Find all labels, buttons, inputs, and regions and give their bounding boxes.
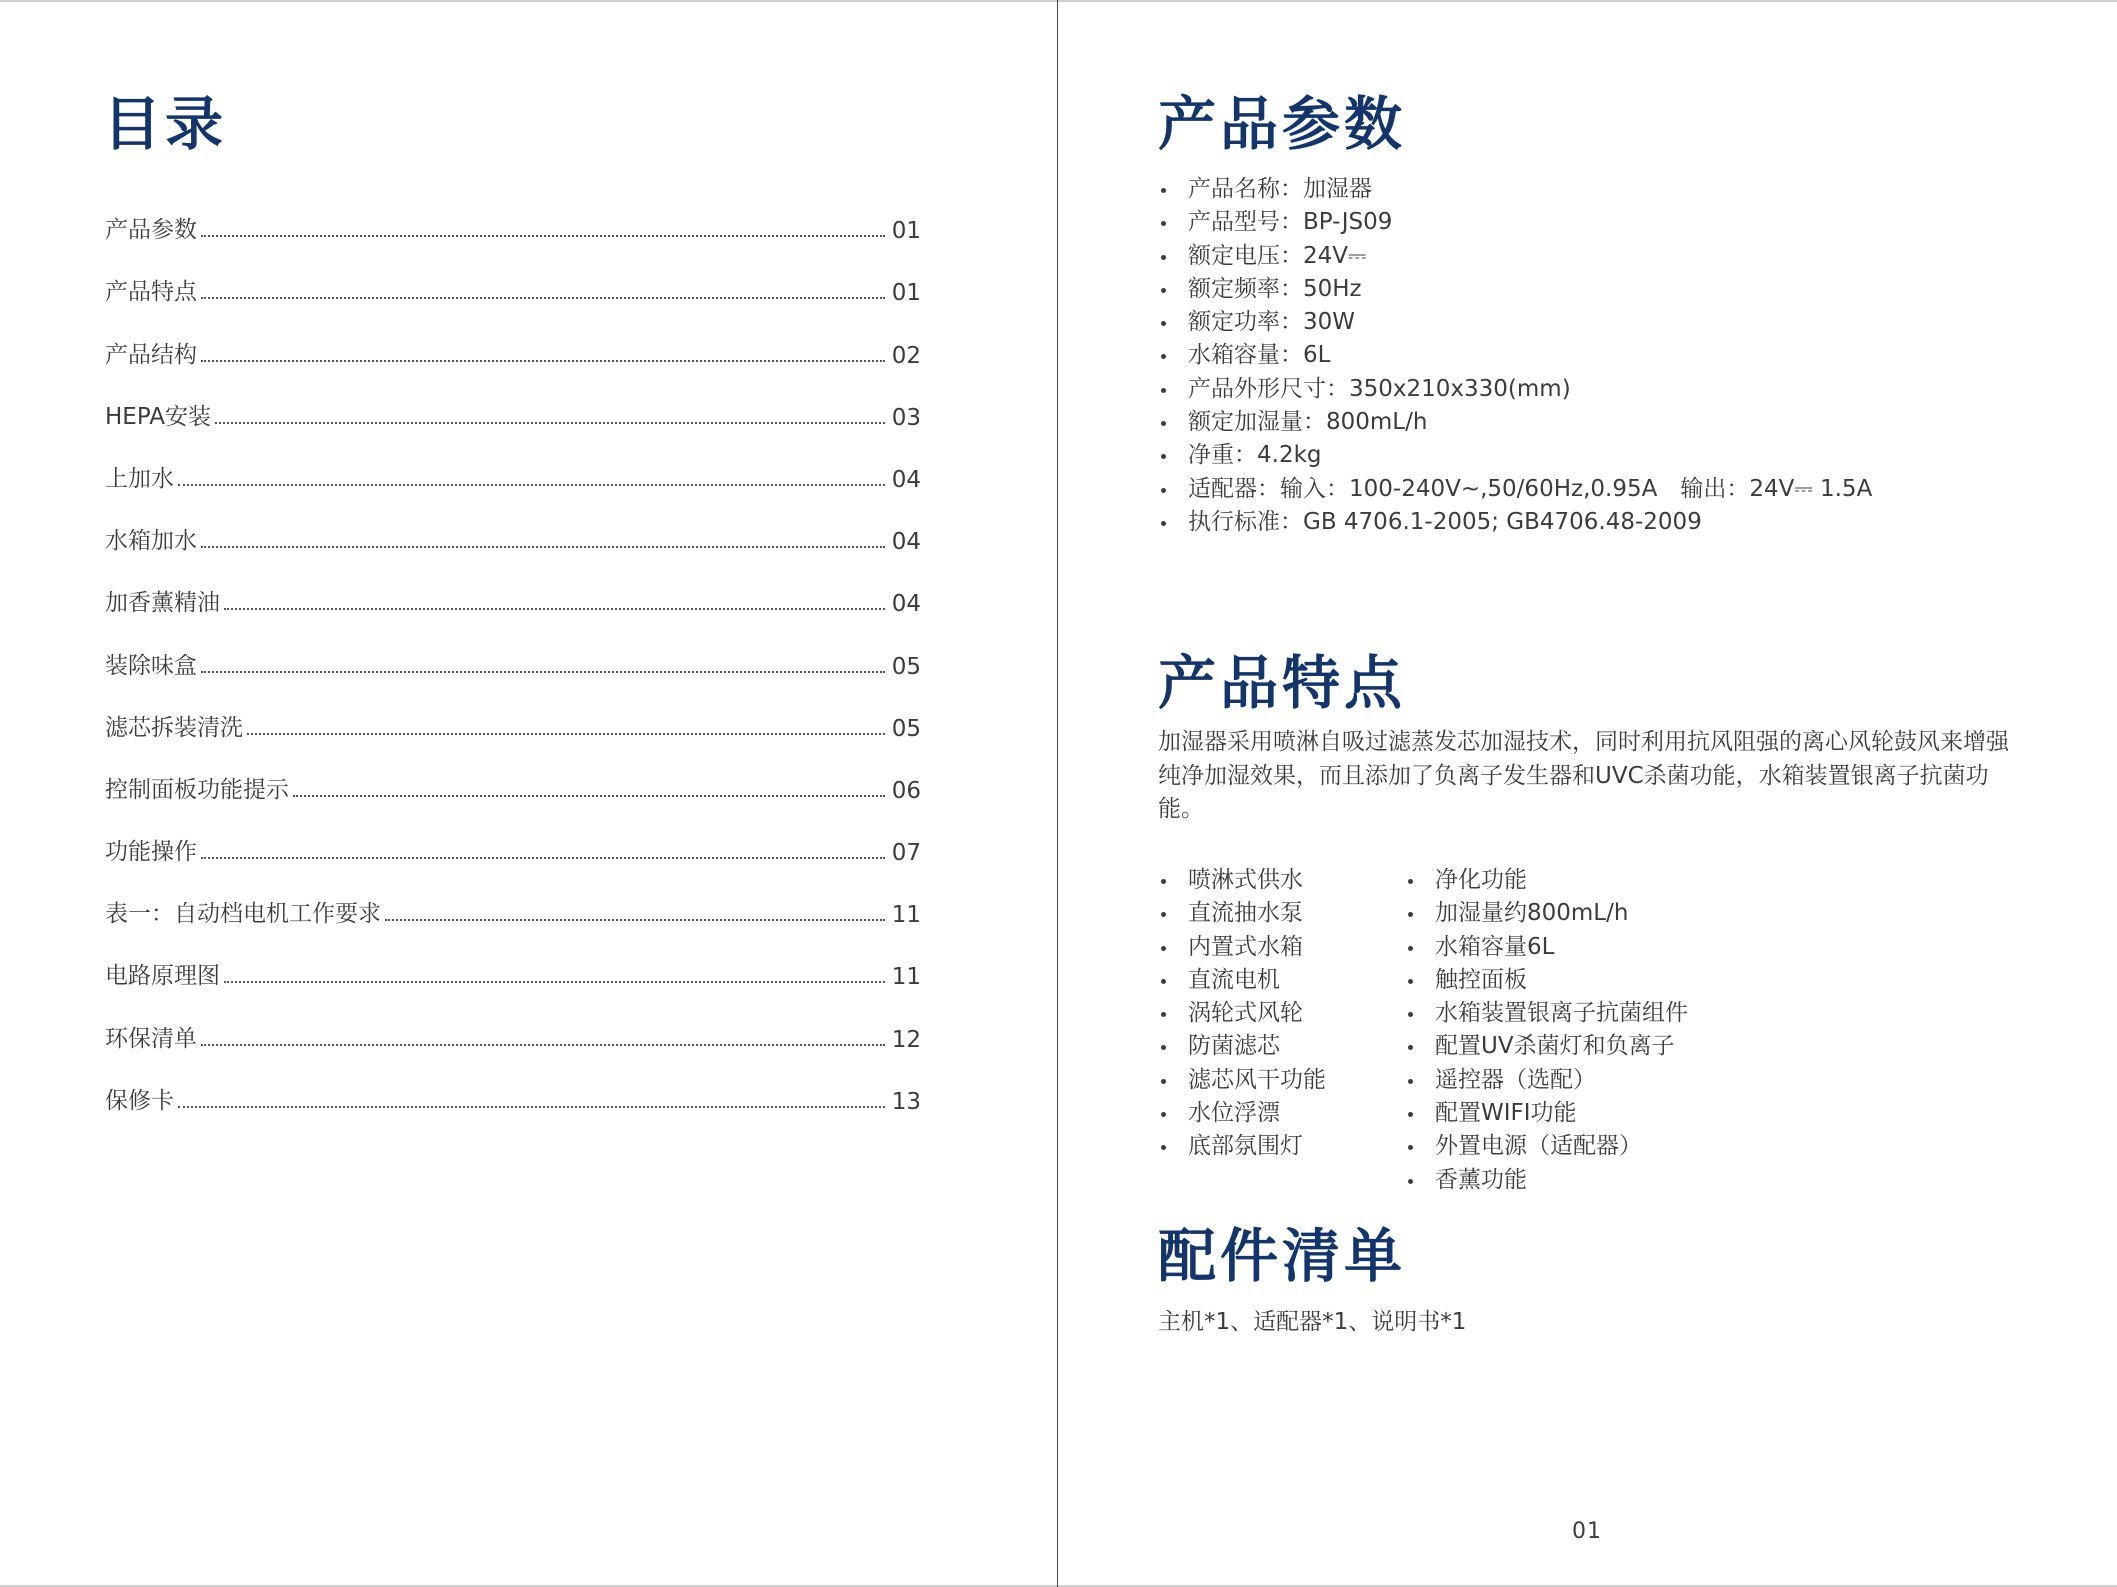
feature-item: 净化功能 (1405, 864, 1688, 897)
toc-item-label: 水箱加水 (105, 528, 197, 555)
toc-leader-dots (201, 1044, 885, 1046)
feature-item: 水箱容量6L (1405, 931, 1688, 964)
toc-item-label: HEPA安装 (105, 403, 211, 430)
toc-leader-dots (201, 671, 885, 673)
toc-item-page: 05 (891, 653, 921, 680)
param-item: 水箱容量：6L (1158, 339, 1872, 372)
toc-item-page: 11 (891, 902, 921, 929)
param-item: 适配器：输入：100-240V~,50/60Hz,0.95A 输出：24V⎓ 1.5A (1158, 473, 1872, 506)
feature-item: 配置UV杀菌灯和负离子 (1405, 1030, 1688, 1063)
toc-item[interactable] (105, 244, 921, 306)
feature-item: 配置WIFI功能 (1405, 1097, 1688, 1130)
features-list-left (1158, 864, 1326, 1164)
toc-item[interactable] (105, 369, 921, 431)
feature-item: 直流电机 (1158, 964, 1326, 997)
toc-leader-dots (385, 919, 885, 921)
toc-item-page: 07 (891, 840, 921, 867)
toc-item-label: 产品结构 (105, 341, 197, 368)
toc-item[interactable] (105, 617, 921, 679)
toc-item-label: 保修卡 (105, 1087, 174, 1114)
toc-item[interactable] (105, 928, 921, 990)
toc-item-label: 上加水 (105, 465, 174, 492)
toc-title: 目录 (103, 90, 228, 158)
param-item: 产品型号：BP-JS09 (1158, 206, 1872, 239)
toc-item[interactable] (105, 1053, 921, 1115)
params-list (1158, 173, 1872, 539)
toc-item-label: 表一：自动档电机工作要求 (105, 901, 381, 928)
params-title: 产品参数 (1158, 90, 1407, 158)
toc-item-label: 加香薰精油 (105, 590, 220, 617)
feature-item: 水箱装置银离子抗菌组件 (1405, 997, 1688, 1030)
toc-item-page: 04 (891, 591, 921, 618)
table-of-contents (105, 182, 921, 1115)
feature-item: 滤芯风干功能 (1158, 1064, 1326, 1097)
feature-item: 遥控器（选配） (1405, 1064, 1688, 1097)
toc-leader-dots (201, 360, 885, 362)
toc-leader-dots (224, 608, 885, 610)
toc-item-page: 12 (891, 1026, 921, 1053)
param-item: 额定电压：24V⎓ (1158, 240, 1872, 273)
right-page (1058, 0, 2117, 1587)
toc-item[interactable] (105, 493, 921, 555)
accessories-text: 主机*1、适配器*1、说明书*1 (1158, 1309, 1467, 1335)
toc-item-page: 06 (891, 777, 921, 804)
toc-item-page: 13 (891, 1088, 921, 1115)
toc-item-label: 环保清单 (105, 1025, 197, 1052)
feature-item: 涡轮式风轮 (1158, 997, 1326, 1030)
toc-item[interactable] (105, 742, 921, 804)
feature-item: 内置式水箱 (1158, 931, 1326, 964)
toc-item[interactable] (105, 866, 921, 928)
toc-item[interactable] (105, 804, 921, 866)
feature-item: 触控面板 (1405, 964, 1688, 997)
accessories-title: 配件清单 (1158, 1222, 1407, 1290)
toc-item-page: 05 (891, 715, 921, 742)
feature-item: 防菌滤芯 (1158, 1030, 1326, 1063)
toc-leader-dots (293, 795, 885, 797)
toc-leader-dots (247, 733, 885, 735)
param-item: 额定加湿量：800mL/h (1158, 406, 1872, 439)
toc-item[interactable] (105, 306, 921, 368)
toc-item-label: 产品特点 (105, 279, 197, 306)
param-item: 产品外形尺寸：350x210x330(mm) (1158, 373, 1872, 406)
toc-item-page: 04 (891, 529, 921, 556)
toc-item-page: 02 (891, 342, 921, 369)
toc-item-label: 控制面板功能提示 (105, 776, 289, 803)
toc-item-label: 功能操作 (105, 839, 197, 866)
toc-item[interactable] (105, 680, 921, 742)
left-page (0, 0, 1058, 1587)
toc-leader-dots (201, 857, 885, 859)
feature-item: 底部氛围灯 (1158, 1130, 1326, 1163)
toc-item-label: 滤芯拆装清洗 (105, 714, 243, 741)
toc-item[interactable] (105, 182, 921, 244)
feature-item: 直流抽水泵 (1158, 897, 1326, 930)
page-number: 01 (1572, 1519, 1602, 1544)
toc-item[interactable] (105, 555, 921, 617)
toc-item-page: 01 (891, 218, 921, 245)
param-item: 额定功率：30W (1158, 306, 1872, 339)
toc-item[interactable] (105, 990, 921, 1052)
param-item: 净重：4.2kg (1158, 439, 1872, 472)
param-item: 执行标准：GB 4706.1-2005; GB4706.48-2009 (1158, 506, 1872, 539)
feature-item: 香薰功能 (1405, 1164, 1688, 1197)
toc-item[interactable] (105, 431, 921, 493)
toc-item-label: 电路原理图 (105, 963, 220, 990)
toc-leader-dots (201, 546, 885, 548)
toc-item-page: 11 (891, 964, 921, 991)
param-item: 额定频率：50Hz (1158, 273, 1872, 306)
toc-item-label: 产品参数 (105, 217, 197, 244)
toc-leader-dots (178, 484, 885, 486)
toc-item-page: 03 (891, 404, 921, 431)
feature-item: 喷淋式供水 (1158, 864, 1326, 897)
toc-item-page: 04 (891, 466, 921, 493)
toc-item-label: 装除味盒 (105, 652, 197, 679)
feature-item: 加湿量约800mL/h (1405, 897, 1688, 930)
param-item: 产品名称：加湿器 (1158, 173, 1872, 206)
toc-leader-dots (178, 1106, 885, 1108)
features-list-right (1405, 864, 1688, 1197)
toc-item-page: 01 (891, 280, 921, 307)
features-description: 加湿器采用喷淋自吸过滤蒸发芯加湿技术，同时利用抗风阻强的离心风轮鼓风来增强纯净加湿效果，而且添加了负离子发生器和UVC杀菌功能，水箱装置银离子抗菌功能。 (1158, 729, 2009, 822)
feature-item: 外置电源（适配器） (1405, 1130, 1688, 1163)
toc-leader-dots (224, 981, 885, 983)
toc-leader-dots (201, 297, 885, 299)
features-title: 产品特点 (1158, 649, 1407, 717)
feature-item: 水位浮漂 (1158, 1097, 1326, 1130)
toc-leader-dots (215, 422, 885, 424)
toc-leader-dots (201, 235, 885, 237)
